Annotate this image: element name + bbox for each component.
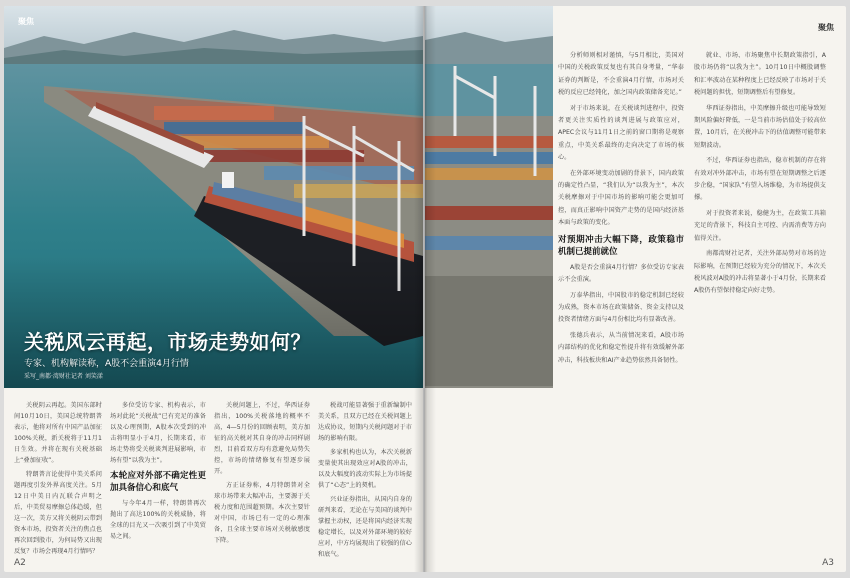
paragraph: 就业、市场、市场聚焦中长期政策指引，A股市场仍将“以我为主”。10月10日中概股调整和汇率波动在某种程度上已经反映了市场对于关税问题的担忧，短期调整后有望修复。 bbox=[694, 52, 826, 97]
section-tag: 聚焦 bbox=[818, 23, 834, 32]
paragraph: A股是否会重演4月行情？多位受访专家表示不会重演。 bbox=[558, 263, 684, 284]
article-subhead: 专家、机构解读称，A股不会重演4月行情 bbox=[24, 359, 189, 369]
paragraph: 关税问题上，不过，华西证券指出，100%关税落地的概率不高，4—5月份的回顾表明，美方加征的高关税对其自身的冲击同样剧烈，目前看双方均有意避免局势失控，市场的情绪修复有望逐步展开。 bbox=[214, 402, 310, 475]
paragraph: 与今年4月一样，特朗普再次抛出了高达100%的关税威胁，将全球的目光又一次吸引到了中美贸易之间。 bbox=[110, 500, 206, 540]
paragraph: 多位受访专家、机构表示，市场对此轮“关税战”已有充足的准备以及心理预期，A股本次受到的冲击将明显小于4月，长期来看，市场走势将受关税谈判进展影响，市场有望“以我为主”。 bbox=[110, 402, 206, 464]
section-tag: 聚焦 bbox=[18, 17, 34, 26]
article-byline: 采写_南都·湾财社记者 刘笑漾 bbox=[24, 373, 103, 380]
paragraph: 在外部环境变动加剧的背景下，国内政策的确定性凸显，“我们认为“以我为主”，本次关税摩擦对于中国市场的影响可能会更加可控，而真正影响中国资产走势的是国内经济基本面与政策的变化。 bbox=[558, 169, 684, 227]
text-column bbox=[694, 50, 826, 560]
page-number: A2 bbox=[14, 558, 26, 568]
paragraph: 对于市场来说，在关税谈判进程中，投资者更关注实质性的谈判进展与政策应对，APEC会议与11月1日之前的窗口期将是观察重点，中美关系最终的走向决定了市场的核心。 bbox=[558, 104, 684, 162]
page-number: A3 bbox=[822, 558, 834, 568]
paragraph: 华西证券指出，中美摩擦升级也可能导致短期风险偏好降低，一是当前市场估值处于较高位置，10月后，在关税冲击下的估值调整可能带来短期波动。 bbox=[694, 104, 826, 149]
section-heading: 对预期冲击大幅下降，政策稳市机制已提前就位 bbox=[558, 234, 684, 257]
paragraph: 关税阴云再起。美国东部时间10月10日，美国总统特朗普表示，他将对所有中国产品加征100%关税，新关税将于11月1日生效。并将在现有关税基础上“叠加征收”。 bbox=[14, 402, 102, 464]
paragraph: 万泰华指出，中国股市的稳定机制已经较为成熟，资本市场在政策储备、资金支持以及投资者情绪方面与4月份相比均有显著改善。 bbox=[558, 291, 684, 324]
paragraph: 张德兵表示，从当前情况来看，A股市场内部结构的优化和稳定性提升将有效缓解外部冲击，科技板块和AI产业趋势依然具备韧性。 bbox=[558, 331, 684, 364]
right-page bbox=[425, 6, 846, 572]
section-heading: 本轮应对外部不确定性更加具备信心和底气 bbox=[110, 471, 206, 493]
paragraph: 不过，华西证券也指出，稳市机制的存在将有效对冲外部冲击，市场有望在短期调整之后逐步企稳，“国家队”有望入场维稳，为市场提供支撑。 bbox=[694, 157, 826, 202]
article-headline: 关税风云再起，市场走势如何？ bbox=[24, 330, 311, 354]
paragraph: 对于投资者来说，稳健为主，在政策工具箱充足的背景下，科技自主可控、内需消费等方向值得关注。 bbox=[694, 209, 826, 242]
container-port-photo-continued bbox=[425, 6, 553, 388]
paragraph: 分析师则相对谨慎，与5月相比，美国对中国的关税政策反复也有其自身考量，“华泰证券的判断是，不会重演4月行情，市场对关税的反应已经钝化，加之国内政策储备充足。” bbox=[558, 52, 684, 97]
text-column bbox=[558, 50, 684, 560]
paragraph: 特朗普言论使得中美关系问题再度引发外界高度关注。5月12日中美日内瓦联合声明之后，中美贸易摩擦总体趋缓，但这一次，美方又将关税阴云带到资本市场，投资者关注的焦点也再次回到股市，为何局势又出现反复？市场会再现4月行情吗？ bbox=[14, 471, 102, 555]
paragraph: 兴业证券指出，从国内自身的研判来看，无论在与美国的谈判中掌握主动权，还是将国内经济实现稳定增长，以及对外部环境的较好应对，中方均展现出了较强的信心和底气。 bbox=[318, 496, 412, 558]
text-column bbox=[14, 400, 102, 560]
paragraph: 税战可能显著强于重新编制中美关系，且双方已经在关税问题上达成协议，短期内关税问题对于市场的影响有限。 bbox=[318, 402, 412, 442]
text-column bbox=[214, 400, 310, 560]
left-page bbox=[4, 6, 423, 572]
paragraph: 方正证券称，4月特朗普对全球市场带来大幅冲击，主要源于关税力度和范围超预期。本次主要针对中国，市场已有一定的心理准备，且全球主要市场对关税敏感度下降。 bbox=[214, 482, 310, 544]
text-column bbox=[318, 400, 412, 560]
paragraph: 多家机构也认为，本次关税新变量使其出现效应对A股的冲击，以及大幅度的波动实际上为市场提供了“心态”上的契机。 bbox=[318, 449, 412, 489]
paragraph: 南都湾财社记者，关注外部局势对市场的边际影响，在预期已经较为充分的情况下，本次关税风波对A股的冲击将显著小于4月份，长期来看A股仍有望保持稳定向好走势。 bbox=[694, 250, 826, 295]
port-aerial-illustration-continued bbox=[425, 6, 553, 388]
text-column bbox=[110, 400, 206, 560]
